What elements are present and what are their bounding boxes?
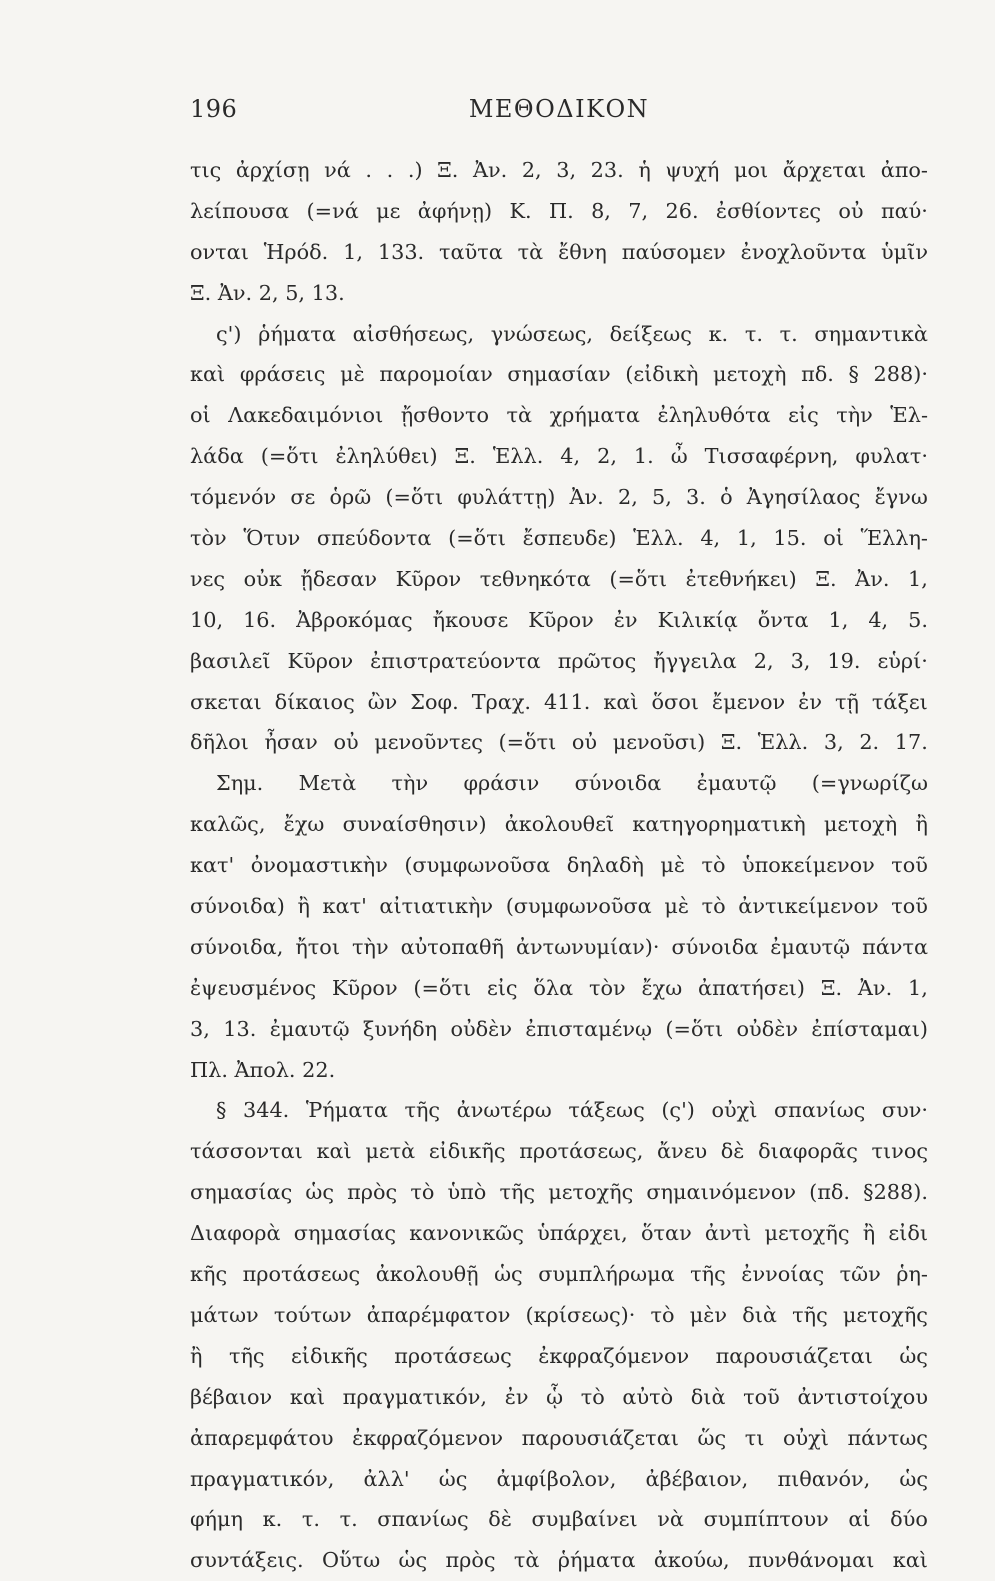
text-line: πραγματικόν, ἀλλ' ὡς ἀμφίβολον, ἀβέβαιον, πιθανόν, ὡς [190, 1466, 928, 1491]
text-line: Πλ. Ἀπολ. 22. [190, 1057, 336, 1082]
text-line: ἐψευσμένος Κῦρον (=ὅτι εἰς ὅλα τὸν ἔχω ἀπατήσει) Ξ. Ἀν. 1, [190, 975, 928, 1000]
text-line: ς') ῥήματα αἰσθήσεως, γνώσεως, δείξεως κ. τ. τ. σημαντικὰ [216, 321, 928, 346]
text-line: Σημ. Μετὰ τὴν φράσιν σύνοιδα ἐμαυτῷ (=γνωρίζω [216, 771, 928, 796]
text-line: συντάξεις. Οὕτω ὡς πρὸς τὰ ῥήματα ἀκούω, πυνθάνομαι καὶ [190, 1548, 928, 1573]
text-line: Ξ. Ἀν. 2, 5, 13. [190, 280, 345, 305]
text-line: σύνοιδα, ἤτοι τὴν αὐτοπαθῆ ἀντωνυμίαν)· σύνοιδα ἐμαυτῷ πάντα [190, 934, 928, 959]
text-line: κῆς προτάσεως ἀκολουθῇ ὡς συμπλήρωμα τῆς ἐννοίας τῶν ῥη- [190, 1262, 928, 1287]
text-line: τὸν Ὅτυν σπεύδοντα (=ὅτι ἔσπευδε) Ἑλλ. 4, 1, 15. οἱ Ἕλλη- [190, 526, 928, 551]
text-line: ἢ τῆς εἰδικῆς προτάσεως ἐκφραζόμενον παρουσιάζεται ὡς [190, 1343, 928, 1368]
text-line: καὶ φράσεις μὲ παρομοίαν σημασίαν (εἰδικὴ μετοχὴ πδ. § 288)· [190, 362, 928, 387]
text-line: φήμη κ. τ. τ. σπανίως δὲ συμβαίνει νὰ συμπίπτουν αἱ δύο [190, 1507, 928, 1532]
text-line: Διαφορὰ σημασίας κανονικῶς ὑπάρχει, ὅταν ἀντὶ μετοχῆς ἢ εἰδι [190, 1221, 928, 1246]
text-line: κατ' ὀνομαστικὴν (συμφωνοῦσα δηλαδὴ μὲ τὸ ὑποκείμενον τοῦ [190, 853, 928, 878]
text-line: λάδα (=ὅτι ἐληλύθει) Ξ. Ἑλλ. 4, 2, 1. ὦ Τισσαφέρνη, φυλατ· [190, 444, 928, 469]
running-head: ΜΕΘΟΔΙΚΟΝ [468, 95, 650, 123]
text-line: σημασίας ὡς πρὸς τὸ ὑπὸ τῆς μετοχῆς σημαινόμενον (πδ. §288). [190, 1180, 928, 1205]
text-line: βασιλεῖ Κῦρον ἐπιστρατεύοντα πρῶτος ἤγγειλα 2, 3, 19. εὑρί· [190, 648, 928, 673]
text-line: σύνοιδα) ἢ κατ' αἰτιατικὴν (συμφωνοῦσα μὲ τὸ ἀντικείμενον τοῦ [190, 894, 928, 919]
text-line: δῆλοι ἦσαν οὐ μενοῦντες (=ὅτι οὐ μενοῦσι) Ξ. Ἑλλ. 3, 2. 17. [190, 730, 928, 755]
text-line: § 344. Ῥήματα τῆς ἀνωτέρω τάξεως (ς') οὐχὶ σπανίως συν· [216, 1098, 928, 1123]
text-line: οἱ Λακεδαιμόνιοι ᾔσθοντο τὰ χρήματα ἐληλυθότα εἰς τὴν Ἑλ- [190, 403, 928, 428]
page-number: 196 [190, 95, 238, 123]
text-line: βέβαιον καὶ πραγματικόν, ἐν ᾧ τὸ αὐτὸ διὰ τοῦ ἀντιστοίχου [190, 1384, 928, 1409]
text-line: ἀπαρεμφάτου ἐκφραζόμενον παρουσιάζεται ὥς τι οὐχὶ πάντως [190, 1425, 928, 1450]
text-line: μάτων τούτων ἀπαρέμφατον (κρίσεως)· τὸ μὲν διὰ τῆς μετοχῆς [190, 1302, 928, 1327]
text-line: λείπουσα (=νά με ἀφήνῃ) Κ. Π. 8, 7, 26. ἐσθίοντες οὐ παύ· [190, 198, 928, 223]
page-header [190, 95, 928, 135]
text-line: νες οὐκ ᾔδεσαν Κῦρον τεθνηκότα (=ὅτι ἐτεθνήκει) Ξ. Ἀν. 1, [190, 566, 928, 591]
text-line: τόμενόν σε ὁρῶ (=ὅτι φυλάττῃ) Ἀν. 2, 5, 3. ὁ Ἀγησίλαος ἔγνω [190, 485, 928, 510]
text-line: τάσσονται καὶ μετὰ εἰδικῆς προτάσεως, ἄνευ δὲ διαφορᾶς τινος [190, 1139, 928, 1164]
text-line: τις ἀρχίσῃ νά . . .) Ξ. Ἀν. 2, 3, 23. ἡ ψυχή μοι ἄρχεται ἀπο- [190, 158, 928, 182]
text-line: καλῶς, ἔχω συναίσθησιν) ἀκολουθεῖ κατηγορηματικὴ μετοχὴ ἢ [190, 812, 928, 837]
body-text [190, 150, 928, 1581]
text-line: 10, 16. Ἀβροκόμας ἤκουσε Κῦρον ἐν Κιλικίᾳ ὄντα 1, 4, 5. [190, 607, 928, 632]
text-line: σκεται δίκαιος ὢν Σοφ. Τραχ. 411. καὶ ὅσοι ἔμενον ἐν τῇ τάξει [190, 689, 928, 714]
text-line: 3, 13. ἐμαυτῷ ξυνήδη οὐδὲν ἐπισταμένῳ (=ὅτι οὐδὲν ἐπίσταμαι) [190, 1016, 928, 1041]
text-line: ονται Ἡρόδ. 1, 133. ταῦτα τὰ ἔθνη παύσομεν ἐνοχλοῦντα ὑμῖν [190, 239, 928, 264]
